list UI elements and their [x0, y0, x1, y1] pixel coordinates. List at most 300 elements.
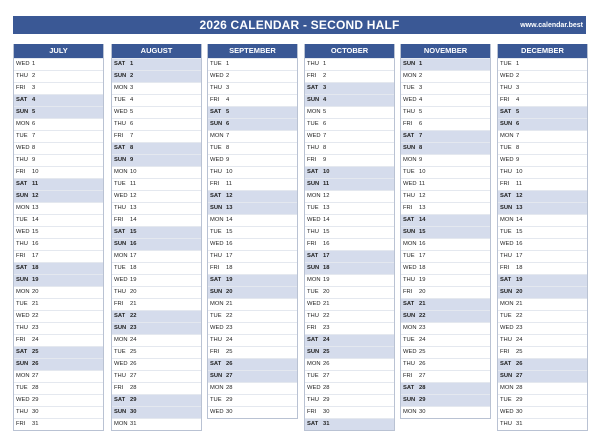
- day-number: 1: [323, 61, 327, 67]
- day-number: 24: [32, 337, 39, 343]
- day-of-week: FRI: [500, 181, 510, 187]
- day-row: [305, 382, 394, 394]
- day-number: 1: [32, 61, 36, 67]
- day-row: [498, 370, 587, 382]
- day-row: [305, 190, 394, 202]
- day-of-week: THU: [403, 277, 415, 283]
- day-row: [498, 238, 587, 250]
- day-number: 11: [226, 181, 233, 187]
- day-number: 18: [226, 265, 233, 271]
- day-of-week: MON: [16, 121, 30, 127]
- day-row: [401, 58, 490, 70]
- day-number: 6: [516, 121, 520, 127]
- day-of-week: TUE: [500, 61, 512, 67]
- day-of-week: MON: [403, 325, 417, 331]
- day-of-week: WED: [403, 265, 417, 271]
- day-row: [112, 418, 201, 430]
- day-row: [14, 70, 103, 82]
- day-number: 3: [323, 85, 327, 91]
- day-of-week: THU: [16, 241, 28, 247]
- day-of-week: THU: [114, 205, 126, 211]
- day-number: 4: [419, 97, 423, 103]
- day-row: [498, 382, 587, 394]
- day-number: 22: [130, 313, 137, 319]
- day-number: 11: [516, 181, 523, 187]
- day-row: [112, 142, 201, 154]
- day-number: 19: [419, 277, 426, 283]
- day-of-week: FRI: [210, 181, 220, 187]
- day-row: [14, 82, 103, 94]
- day-row: [498, 286, 587, 298]
- day-number: 20: [226, 289, 233, 295]
- day-row: [305, 58, 394, 70]
- day-of-week: SUN: [403, 397, 416, 403]
- day-of-week: MON: [500, 133, 514, 139]
- day-number: 30: [516, 409, 523, 415]
- day-row: [112, 406, 201, 418]
- day-number: 13: [226, 205, 233, 211]
- day-number: 18: [419, 265, 426, 271]
- day-row: [401, 214, 490, 226]
- day-of-week: MON: [403, 409, 417, 415]
- day-row: [401, 154, 490, 166]
- day-number: 16: [516, 241, 523, 247]
- day-row: [112, 238, 201, 250]
- day-number: 23: [130, 325, 137, 331]
- day-of-week: TUE: [210, 61, 222, 67]
- day-of-week: WED: [307, 301, 321, 307]
- day-of-week: TUE: [16, 301, 28, 307]
- day-row: [498, 298, 587, 310]
- day-row: [112, 70, 201, 82]
- day-number: 31: [516, 421, 523, 427]
- day-row: [112, 178, 201, 190]
- day-number: 5: [516, 109, 520, 115]
- day-number: 11: [419, 181, 426, 187]
- day-row: [498, 130, 587, 142]
- day-number: 29: [226, 397, 233, 403]
- day-of-week: THU: [500, 253, 512, 259]
- day-number: 13: [419, 205, 426, 211]
- day-row: [14, 250, 103, 262]
- day-number: 17: [516, 253, 523, 259]
- day-of-week: SUN: [210, 289, 223, 295]
- day-row: [401, 166, 490, 178]
- day-of-week: SUN: [114, 409, 127, 415]
- day-number: 12: [516, 193, 523, 199]
- day-of-week: SAT: [403, 385, 415, 391]
- month-header: NOVEMBER: [401, 44, 490, 58]
- day-row: [401, 406, 490, 418]
- day-number: 3: [130, 85, 134, 91]
- day-number: 17: [130, 253, 137, 259]
- day-number: 10: [419, 169, 426, 175]
- day-row: [112, 58, 201, 70]
- day-number: 7: [516, 133, 520, 139]
- day-of-week: MON: [114, 85, 128, 91]
- day-row: [14, 130, 103, 142]
- day-row: [305, 118, 394, 130]
- day-number: 30: [130, 409, 137, 415]
- day-row: [498, 226, 587, 238]
- day-number: 21: [516, 301, 523, 307]
- day-number: 10: [516, 169, 523, 175]
- day-row: [208, 130, 297, 142]
- day-row: [112, 274, 201, 286]
- day-of-week: TUE: [210, 313, 222, 319]
- day-row: [498, 202, 587, 214]
- day-of-week: SAT: [307, 421, 319, 427]
- day-of-week: MON: [114, 253, 128, 259]
- day-of-week: SUN: [114, 157, 127, 163]
- day-row: [401, 370, 490, 382]
- day-row: [208, 118, 297, 130]
- day-of-week: THU: [114, 373, 126, 379]
- day-row: [14, 178, 103, 190]
- day-number: 20: [32, 289, 39, 295]
- day-number: 16: [419, 241, 426, 247]
- day-of-week: SAT: [307, 169, 319, 175]
- day-number: 19: [516, 277, 523, 283]
- day-number: 5: [419, 109, 423, 115]
- day-number: 2: [226, 73, 230, 79]
- day-row: [498, 166, 587, 178]
- day-number: 27: [516, 373, 523, 379]
- day-of-week: THU: [307, 61, 319, 67]
- day-of-week: MON: [210, 301, 224, 307]
- day-of-week: SAT: [210, 193, 222, 199]
- day-row: [305, 226, 394, 238]
- day-row: [401, 262, 490, 274]
- day-row: [208, 298, 297, 310]
- day-number: 21: [32, 301, 39, 307]
- day-row: [208, 154, 297, 166]
- day-row: [14, 358, 103, 370]
- day-row: [401, 142, 490, 154]
- day-number: 2: [516, 73, 520, 79]
- day-number: 27: [130, 373, 137, 379]
- day-of-week: WED: [16, 145, 30, 151]
- day-number: 17: [419, 253, 426, 259]
- day-row: [305, 154, 394, 166]
- day-row: [401, 334, 490, 346]
- day-row: [14, 418, 103, 430]
- day-of-week: WED: [307, 133, 321, 139]
- day-number: 22: [419, 313, 426, 319]
- day-row: [208, 310, 297, 322]
- day-row: [305, 334, 394, 346]
- day-of-week: TUE: [210, 229, 222, 235]
- day-number: 28: [323, 385, 330, 391]
- day-number: 26: [516, 361, 523, 367]
- day-row: [14, 214, 103, 226]
- day-of-week: MON: [500, 301, 514, 307]
- day-row: [498, 406, 587, 418]
- day-number: 4: [323, 97, 327, 103]
- day-number: 18: [323, 265, 330, 271]
- day-of-week: FRI: [114, 385, 124, 391]
- day-row: [14, 118, 103, 130]
- day-of-week: SAT: [16, 181, 28, 187]
- day-row: [208, 82, 297, 94]
- day-row: [208, 106, 297, 118]
- day-of-week: TUE: [210, 397, 222, 403]
- day-of-week: SUN: [403, 145, 416, 151]
- day-of-week: WED: [307, 217, 321, 223]
- day-number: 5: [32, 109, 36, 115]
- day-number: 25: [226, 349, 233, 355]
- day-of-week: THU: [307, 313, 319, 319]
- day-number: 1: [130, 61, 134, 67]
- day-number: 24: [130, 337, 137, 343]
- day-of-week: TUE: [403, 85, 415, 91]
- day-number: 13: [130, 205, 137, 211]
- day-of-week: FRI: [114, 217, 124, 223]
- day-of-week: SUN: [307, 265, 320, 271]
- day-of-week: MON: [403, 241, 417, 247]
- day-row: [112, 370, 201, 382]
- day-row: [305, 130, 394, 142]
- day-row: [401, 250, 490, 262]
- day-row: [498, 154, 587, 166]
- day-of-week: SAT: [500, 361, 512, 367]
- day-of-week: WED: [210, 409, 224, 415]
- day-row: [401, 94, 490, 106]
- day-of-week: TUE: [16, 385, 28, 391]
- day-of-week: FRI: [210, 265, 220, 271]
- day-row: [208, 94, 297, 106]
- day-of-week: MON: [500, 217, 514, 223]
- title-bar: [13, 16, 586, 34]
- day-number: 22: [323, 313, 330, 319]
- day-number: 12: [32, 193, 39, 199]
- day-row: [112, 286, 201, 298]
- day-row: [401, 322, 490, 334]
- day-of-week: TUE: [500, 313, 512, 319]
- day-number: 14: [323, 217, 330, 223]
- day-of-week: MON: [114, 421, 128, 427]
- day-of-week: SUN: [500, 205, 513, 211]
- site-url: www.calendar.best: [520, 22, 583, 29]
- day-of-week: MON: [210, 133, 224, 139]
- day-number: 23: [226, 325, 233, 331]
- day-of-week: FRI: [114, 133, 124, 139]
- day-of-week: FRI: [500, 97, 510, 103]
- day-number: 14: [32, 217, 39, 223]
- day-row: [112, 82, 201, 94]
- day-of-week: FRI: [210, 349, 220, 355]
- day-number: 19: [323, 277, 330, 283]
- day-row: [498, 142, 587, 154]
- day-of-week: FRI: [307, 241, 317, 247]
- day-of-week: FRI: [307, 325, 317, 331]
- day-row: [401, 70, 490, 82]
- day-number: 14: [516, 217, 523, 223]
- day-number: 29: [323, 397, 330, 403]
- day-of-week: FRI: [16, 85, 26, 91]
- day-number: 17: [32, 253, 39, 259]
- day-row: [305, 142, 394, 154]
- day-of-week: SUN: [307, 97, 320, 103]
- day-number: 2: [32, 73, 36, 79]
- day-of-week: WED: [114, 109, 128, 115]
- day-number: 22: [32, 313, 39, 319]
- day-row: [14, 226, 103, 238]
- day-row: [112, 166, 201, 178]
- day-number: 2: [419, 73, 423, 79]
- day-number: 9: [226, 157, 230, 163]
- day-of-week: THU: [16, 409, 28, 415]
- day-of-week: SUN: [403, 313, 416, 319]
- day-row: [498, 310, 587, 322]
- day-number: 30: [323, 409, 330, 415]
- day-row: [498, 178, 587, 190]
- day-of-week: TUE: [403, 337, 415, 343]
- day-row: [14, 166, 103, 178]
- day-of-week: THU: [403, 193, 415, 199]
- day-row: [208, 346, 297, 358]
- day-row: [498, 358, 587, 370]
- day-of-week: FRI: [210, 97, 220, 103]
- day-number: 20: [323, 289, 330, 295]
- day-row: [208, 226, 297, 238]
- day-of-week: MON: [16, 373, 30, 379]
- day-number: 25: [516, 349, 523, 355]
- day-of-week: WED: [500, 241, 514, 247]
- day-row: [305, 94, 394, 106]
- day-row: [305, 394, 394, 406]
- day-number: 10: [32, 169, 39, 175]
- day-of-week: SAT: [210, 361, 222, 367]
- day-number: 17: [226, 253, 233, 259]
- day-number: 8: [419, 145, 423, 151]
- day-number: 15: [226, 229, 233, 235]
- day-number: 7: [226, 133, 230, 139]
- day-row: [498, 82, 587, 94]
- day-row: [208, 274, 297, 286]
- day-of-week: THU: [500, 421, 512, 427]
- day-number: 21: [419, 301, 426, 307]
- day-of-week: WED: [114, 361, 128, 367]
- day-of-week: SAT: [403, 217, 415, 223]
- month-july: [13, 44, 104, 431]
- day-of-week: FRI: [16, 253, 26, 259]
- day-of-week: SAT: [500, 277, 512, 283]
- day-number: 28: [32, 385, 39, 391]
- day-number: 16: [32, 241, 39, 247]
- day-number: 25: [32, 349, 39, 355]
- day-of-week: TUE: [16, 217, 28, 223]
- day-number: 8: [226, 145, 230, 151]
- day-of-week: THU: [307, 397, 319, 403]
- day-number: 9: [419, 157, 423, 163]
- day-number: 27: [419, 373, 426, 379]
- day-number: 25: [130, 349, 137, 355]
- day-number: 15: [516, 229, 523, 235]
- day-of-week: WED: [307, 385, 321, 391]
- day-row: [208, 142, 297, 154]
- day-row: [498, 322, 587, 334]
- day-row: [208, 322, 297, 334]
- day-of-week: THU: [307, 229, 319, 235]
- day-row: [401, 394, 490, 406]
- day-number: 12: [323, 193, 330, 199]
- day-row: [498, 262, 587, 274]
- day-row: [14, 310, 103, 322]
- day-number: 16: [226, 241, 233, 247]
- day-of-week: SAT: [16, 97, 28, 103]
- day-row: [112, 118, 201, 130]
- day-row: [112, 382, 201, 394]
- day-row: [112, 322, 201, 334]
- day-number: 30: [226, 409, 233, 415]
- day-of-week: SUN: [210, 121, 223, 127]
- day-of-week: WED: [403, 349, 417, 355]
- day-row: [305, 346, 394, 358]
- day-of-week: MON: [500, 385, 514, 391]
- day-number: 10: [226, 169, 233, 175]
- day-number: 26: [226, 361, 233, 367]
- day-row: [112, 310, 201, 322]
- day-row: [498, 274, 587, 286]
- day-number: 18: [130, 265, 137, 271]
- day-row: [112, 334, 201, 346]
- day-row: [305, 214, 394, 226]
- day-of-week: TUE: [114, 181, 126, 187]
- day-row: [112, 154, 201, 166]
- day-number: 23: [323, 325, 330, 331]
- day-row: [305, 202, 394, 214]
- day-row: [305, 358, 394, 370]
- day-number: 11: [130, 181, 137, 187]
- day-number: 24: [419, 337, 426, 343]
- day-of-week: FRI: [307, 73, 317, 79]
- day-of-week: FRI: [307, 157, 317, 163]
- day-row: [498, 94, 587, 106]
- day-of-week: SUN: [500, 373, 513, 379]
- day-row: [112, 226, 201, 238]
- day-row: [112, 250, 201, 262]
- day-row: [305, 286, 394, 298]
- day-number: 15: [419, 229, 426, 235]
- day-number: 26: [323, 361, 330, 367]
- day-row: [401, 106, 490, 118]
- day-row: [401, 202, 490, 214]
- day-number: 5: [226, 109, 230, 115]
- day-of-week: TUE: [114, 97, 126, 103]
- day-row: [401, 118, 490, 130]
- day-number: 6: [226, 121, 230, 127]
- day-of-week: THU: [500, 85, 512, 91]
- day-row: [112, 214, 201, 226]
- day-of-week: SUN: [16, 277, 29, 283]
- day-row: [14, 274, 103, 286]
- day-of-week: FRI: [403, 289, 413, 295]
- day-of-week: TUE: [307, 373, 319, 379]
- day-row: [305, 322, 394, 334]
- day-number: 20: [516, 289, 523, 295]
- day-of-week: THU: [500, 169, 512, 175]
- day-of-week: THU: [210, 253, 222, 259]
- day-number: 7: [323, 133, 327, 139]
- day-row: [208, 202, 297, 214]
- day-of-week: TUE: [500, 397, 512, 403]
- day-number: 8: [130, 145, 134, 151]
- day-number: 9: [32, 157, 36, 163]
- day-of-week: THU: [114, 289, 126, 295]
- day-of-week: SAT: [500, 109, 512, 115]
- day-number: 26: [419, 361, 426, 367]
